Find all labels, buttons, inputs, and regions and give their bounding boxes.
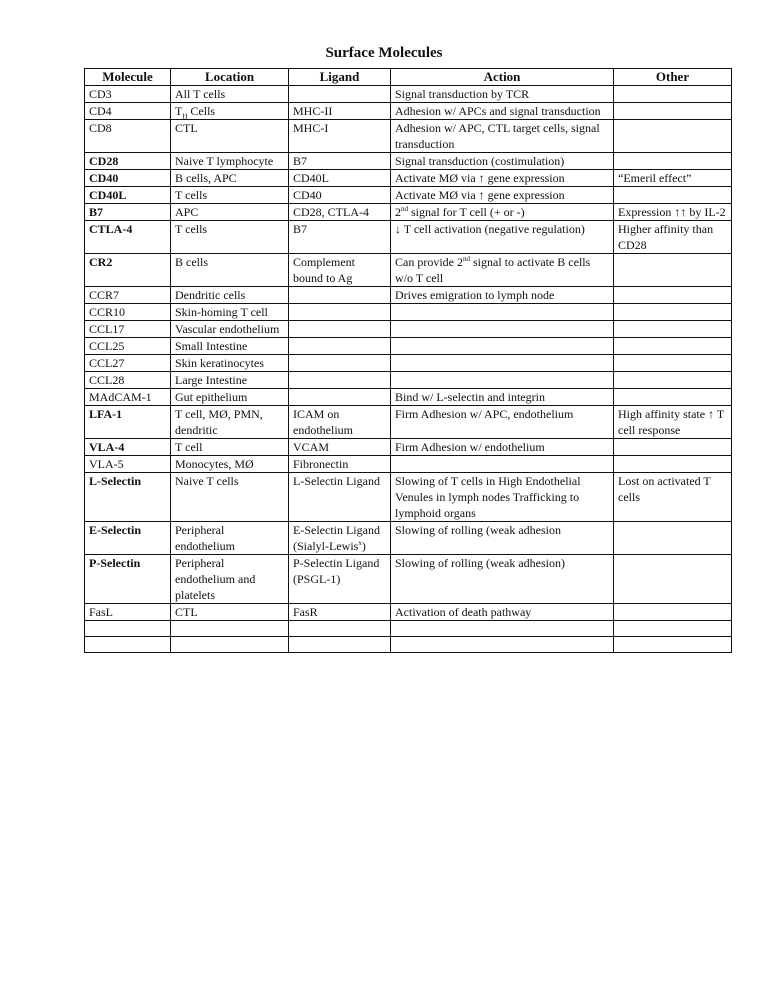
other-cell (614, 153, 732, 170)
ligand-cell: MHC-II (289, 103, 391, 120)
table-row (85, 355, 732, 372)
table-row (85, 254, 732, 287)
header-location: Location (171, 69, 289, 86)
empty-cell (289, 621, 391, 637)
location-cell: T cells (171, 221, 289, 254)
molecule-cell: LFA-1 (85, 406, 171, 439)
action-cell: Activate MØ via ↑ gene expression (391, 187, 614, 204)
action-cell (391, 372, 614, 389)
header-action: Action (391, 69, 614, 86)
other-cell (614, 304, 732, 321)
ligand-cell: P-Selectin Ligand (PSGL-1) (289, 555, 391, 604)
ligand-cell: ICAM on endothelium (289, 406, 391, 439)
other-cell (614, 555, 732, 604)
other-cell (614, 355, 732, 372)
other-cell (614, 522, 732, 555)
empty-cell (289, 637, 391, 653)
location-subscript: H (182, 112, 188, 121)
ligand-cell (289, 355, 391, 372)
table-row (85, 204, 732, 221)
location-cell: Small Intestine (171, 338, 289, 355)
ligand-superscript: x (358, 539, 362, 547)
ligand-cell: B7 (289, 221, 391, 254)
ligand-cell (289, 321, 391, 338)
location-cell: T cells (171, 187, 289, 204)
header-other: Other (614, 69, 732, 86)
table-row (85, 406, 732, 439)
action-text: 2 (395, 205, 401, 219)
location-cell: T cell (171, 439, 289, 456)
molecule-cell: CR2 (85, 254, 171, 287)
location-cell: Skin-homing T cell (171, 304, 289, 321)
other-cell (614, 86, 732, 103)
table-row (85, 321, 732, 338)
molecule-cell: CD4 (85, 103, 171, 120)
location-text: T (175, 104, 183, 118)
ligand-text: E-Selectin Ligand (Sialyl-Lewis (293, 523, 380, 553)
location-cell: CTL (171, 604, 289, 621)
location-cell: T cell, MØ, PMN, dendritic (171, 406, 289, 439)
other-cell (614, 439, 732, 456)
ligand-cell (289, 372, 391, 389)
action-cell: Adhesion w/ APCs and signal transduction (391, 103, 614, 120)
molecule-cell: CD40L (85, 187, 171, 204)
action-cell: Firm Adhesion w/ endothelium (391, 439, 614, 456)
ligand-cell: B7 (289, 153, 391, 170)
action-cell: Activate MØ via ↑ gene expression (391, 170, 614, 187)
action-cell: Drives emigration to lymph node (391, 287, 614, 304)
molecule-cell: CCR10 (85, 304, 171, 321)
empty-cell (614, 621, 732, 637)
other-cell (614, 456, 732, 473)
table-row (85, 187, 732, 204)
other-cell (614, 254, 732, 287)
action-cell (391, 338, 614, 355)
page-title: Surface Molecules (325, 45, 443, 61)
other-cell (614, 338, 732, 355)
location-cell: Gut epithelium (171, 389, 289, 406)
molecule-cell: B7 (85, 204, 171, 221)
location-cell: Skin keratinocytes (171, 355, 289, 372)
location-cell: All T cells (171, 86, 289, 103)
action-cell: Adhesion w/ APC, CTL target cells, signal transduction (391, 120, 614, 153)
empty-cell (85, 621, 171, 637)
location-cell: Naive T cells (171, 473, 289, 522)
ligand-cell (289, 338, 391, 355)
ligand-cell: MHC-I (289, 120, 391, 153)
other-cell (614, 321, 732, 338)
molecule-cell: VLA-4 (85, 439, 171, 456)
table-row (85, 86, 732, 103)
other-cell (614, 287, 732, 304)
location-cell: B cells, APC (171, 170, 289, 187)
molecule-cell: CD28 (85, 153, 171, 170)
molecule-cell: CCL28 (85, 372, 171, 389)
location-cell: B cells (171, 254, 289, 287)
molecule-cell: CD3 (85, 86, 171, 103)
molecule-cell: CD8 (85, 120, 171, 153)
molecule-cell: L-Selectin (85, 473, 171, 522)
ligand-cell: L-Selectin Ligand (289, 473, 391, 522)
action-text: Can provide 2 (395, 255, 463, 269)
other-cell: Higher affinity than CD28 (614, 221, 732, 254)
other-cell (614, 604, 732, 621)
other-cell (614, 120, 732, 153)
empty-row (85, 621, 732, 637)
location-cell (171, 103, 289, 120)
action-cell: Slowing of rolling (weak adhesion (391, 522, 614, 555)
table-row (85, 439, 732, 456)
action-cell: Activation of death pathway (391, 604, 614, 621)
empty-cell (391, 621, 614, 637)
table-row (85, 372, 732, 389)
action-cell (391, 304, 614, 321)
table-row (85, 389, 732, 406)
table-row (85, 103, 732, 120)
table-row (85, 338, 732, 355)
molecule-cell: FasL (85, 604, 171, 621)
action-cell: Firm Adhesion w/ APC, endothelium (391, 406, 614, 439)
action-cell (391, 355, 614, 372)
ligand-cell: Complement bound to Ag (289, 254, 391, 287)
header-ligand: Ligand (289, 69, 391, 86)
location-cell: Peripheral endothelium (171, 522, 289, 555)
location-cell: Large Intestine (171, 372, 289, 389)
location-cell: Peripheral endothelium and platelets (171, 555, 289, 604)
action-cell (391, 254, 614, 287)
table-row (85, 456, 732, 473)
ligand-cell: CD40L (289, 170, 391, 187)
location-cell: Monocytes, MØ (171, 456, 289, 473)
location-cell: CTL (171, 120, 289, 153)
molecule-cell: E-Selectin (85, 522, 171, 555)
ligand-cell: CD40 (289, 187, 391, 204)
ligand-cell: CD28, CTLA-4 (289, 204, 391, 221)
other-cell: Lost on activated T cells (614, 473, 732, 522)
ligand-cell (289, 389, 391, 406)
molecule-cell: CCL25 (85, 338, 171, 355)
action-cell: Slowing of T cells in High Endothelial Venules in lymph nodes Trafficking to lymphoid organs (391, 473, 614, 522)
action-cell: Bind w/ L-selectin and integrin (391, 389, 614, 406)
action-cell (391, 204, 614, 221)
other-cell (614, 372, 732, 389)
ligand-cell (289, 304, 391, 321)
molecule-cell: CTLA-4 (85, 221, 171, 254)
table-row (85, 153, 732, 170)
location-cell: Vascular endothelium (171, 321, 289, 338)
empty-cell (391, 637, 614, 653)
table-row (85, 304, 732, 321)
table-row (85, 120, 732, 153)
ligand-cell (289, 287, 391, 304)
other-cell (614, 389, 732, 406)
empty-cell (614, 637, 732, 653)
table-row (85, 287, 732, 304)
molecule-cell: CD40 (85, 170, 171, 187)
header-row (85, 69, 732, 86)
location-cell: Dendritic cells (171, 287, 289, 304)
ligand-cell: FasR (289, 604, 391, 621)
other-cell (614, 187, 732, 204)
molecule-cell: MAdCAM-1 (85, 389, 171, 406)
action-superscript: nd (401, 205, 408, 213)
header-molecule: Molecule (85, 69, 171, 86)
molecule-cell: VLA-5 (85, 456, 171, 473)
other-cell: High affinity state ↑ T cell response (614, 406, 732, 439)
table-row (85, 555, 732, 604)
table-row (85, 522, 732, 555)
ligand-cell: Fibronectin (289, 456, 391, 473)
action-superscript: nd (463, 255, 470, 263)
action-text: signal to activate B cells w/o T cell (395, 255, 591, 285)
ligand-cell: VCAM (289, 439, 391, 456)
empty-cell (171, 637, 289, 653)
empty-cell (85, 637, 171, 653)
other-cell (614, 103, 732, 120)
empty-cell (171, 621, 289, 637)
location-cell: APC (171, 204, 289, 221)
action-cell: Slowing of rolling (weak adhesion) (391, 555, 614, 604)
action-cell (391, 321, 614, 338)
action-text: signal for T cell (+ or -) (408, 205, 525, 219)
table-row (85, 221, 732, 254)
action-cell: Signal transduction by TCR (391, 86, 614, 103)
other-cell: Expression ↑↑ by IL-2 (614, 204, 732, 221)
other-cell: “Emeril effect” (614, 170, 732, 187)
ligand-text: ) (361, 539, 366, 553)
surface-molecules-table (84, 68, 732, 653)
location-cell: Naive T lymphocyte (171, 153, 289, 170)
table-row (85, 604, 732, 621)
ligand-cell (289, 86, 391, 103)
empty-row (85, 637, 732, 653)
table-row (85, 170, 732, 187)
molecule-cell: P-Selectin (85, 555, 171, 604)
location-text: Cells (187, 104, 216, 118)
table-row (85, 473, 732, 522)
action-cell: Signal transduction (costimulation) (391, 153, 614, 170)
molecule-cell: CCL17 (85, 321, 171, 338)
molecule-cell: CCR7 (85, 287, 171, 304)
action-cell: ↓ T cell activation (negative regulation) (391, 221, 614, 254)
action-cell (391, 456, 614, 473)
ligand-cell (289, 522, 391, 555)
molecule-cell: CCL27 (85, 355, 171, 372)
